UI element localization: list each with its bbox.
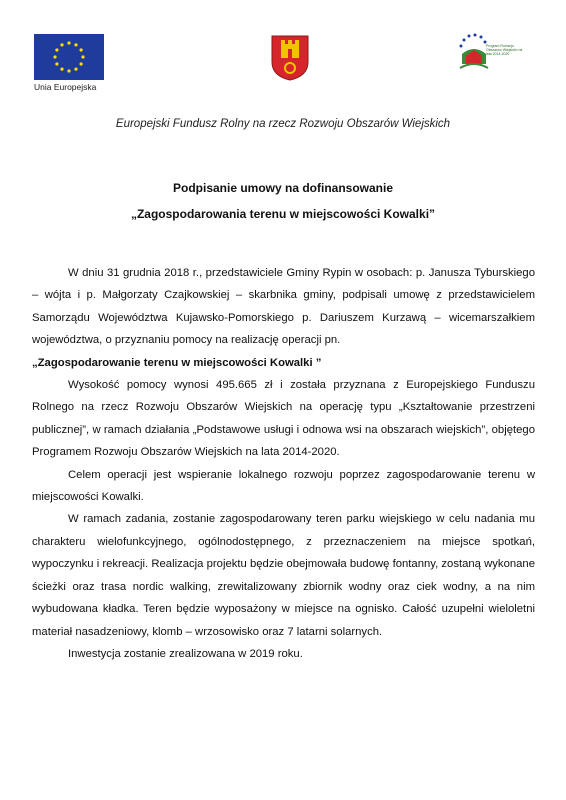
eu-flag-icon	[34, 34, 104, 80]
paragraph-1-text: W dniu 31 grudnia 2018 r., przedstawiciele Gminy Rypin w osobach: p. Janusza Tyburskiego – wójta i p. Małgorzaty Czajkowskiej – skarbnika gminy, podpisali umowę z przedstawicielem Samorządu Województwa Kujawsko-Pomorskiego p. Dariuszem Kurzawą – wicemarszałkiem województwa, o przyznaniu pomocy na realizację operacji pn.	[32, 267, 535, 347]
prow-logo-text: Program Rozwoju Obszarów Wiejskich na lata 2014-2020	[486, 44, 523, 56]
title-line-1: Podpisanie umowy na dofinansowanie	[172, 181, 394, 195]
document-body	[32, 262, 535, 665]
prow-logo	[456, 30, 536, 80]
paragraph-1	[32, 262, 535, 374]
paragraph-4: W ramach zadania, zostanie zagospodarowany teren parku wiejskiego w celu nadania mu charakteru wielofunkcyjnego, ogólnodostępnego, z przeznaczeniem na miejsce spotkań, wypoczynku i rekreacji. Realizacja projektu będzie obejmowała budowę fontanny, zostaną wykonane ścieżki oraz trasa nordic walking, zrewitalizowany zbiornik wodny oraz ciek wodny, a na nim wybudowana kładka. Teren będzie wyposażony w miejsce na ognisko. Całość uzupełni wieloletni materiał nasadzeniowy, klomb – wrzosowisko oraz 7 latarni solarnych.	[32, 513, 535, 638]
rypin-crest-icon	[270, 34, 310, 82]
fund-line: Europejski Fundusz Rolny na rzecz Rozwoju Obszarów Wiejskich	[115, 118, 451, 130]
eu-logo	[34, 34, 106, 92]
operation-name: „Zagospodarowanie terenu w miejscowości Kowalki ”	[32, 356, 322, 369]
paragraph-2: Wysokość pomocy wynosi 495.665 zł i została przyznana z Europejskiego Funduszu Rolnego na rzecz Rozwoju Obszarów Wiejskich na operację typu „Kształtowanie przestrzeni publicznej”, w ramach działania „Podstawowe usługi i odnowa wsi na obszarach wiejskich”, objętego Programem Rozwoju Obszarów Wiejskich na lata 2014-2020.	[32, 379, 535, 459]
eu-caption: Unia Europejska	[34, 82, 97, 92]
logo-bar	[0, 30, 566, 100]
paragraph-3: Celem operacji jest wspieranie lokalnego rozwoju poprzez zagospodarowanie terenu w miejscowości Kowalki.	[32, 468, 535, 504]
title-line-2: „Zagospodarowania terenu w miejscowości Kowalki”	[130, 207, 436, 221]
paragraph-5: Inwestycja zostanie zrealizowana w 2019 roku.	[68, 647, 303, 660]
